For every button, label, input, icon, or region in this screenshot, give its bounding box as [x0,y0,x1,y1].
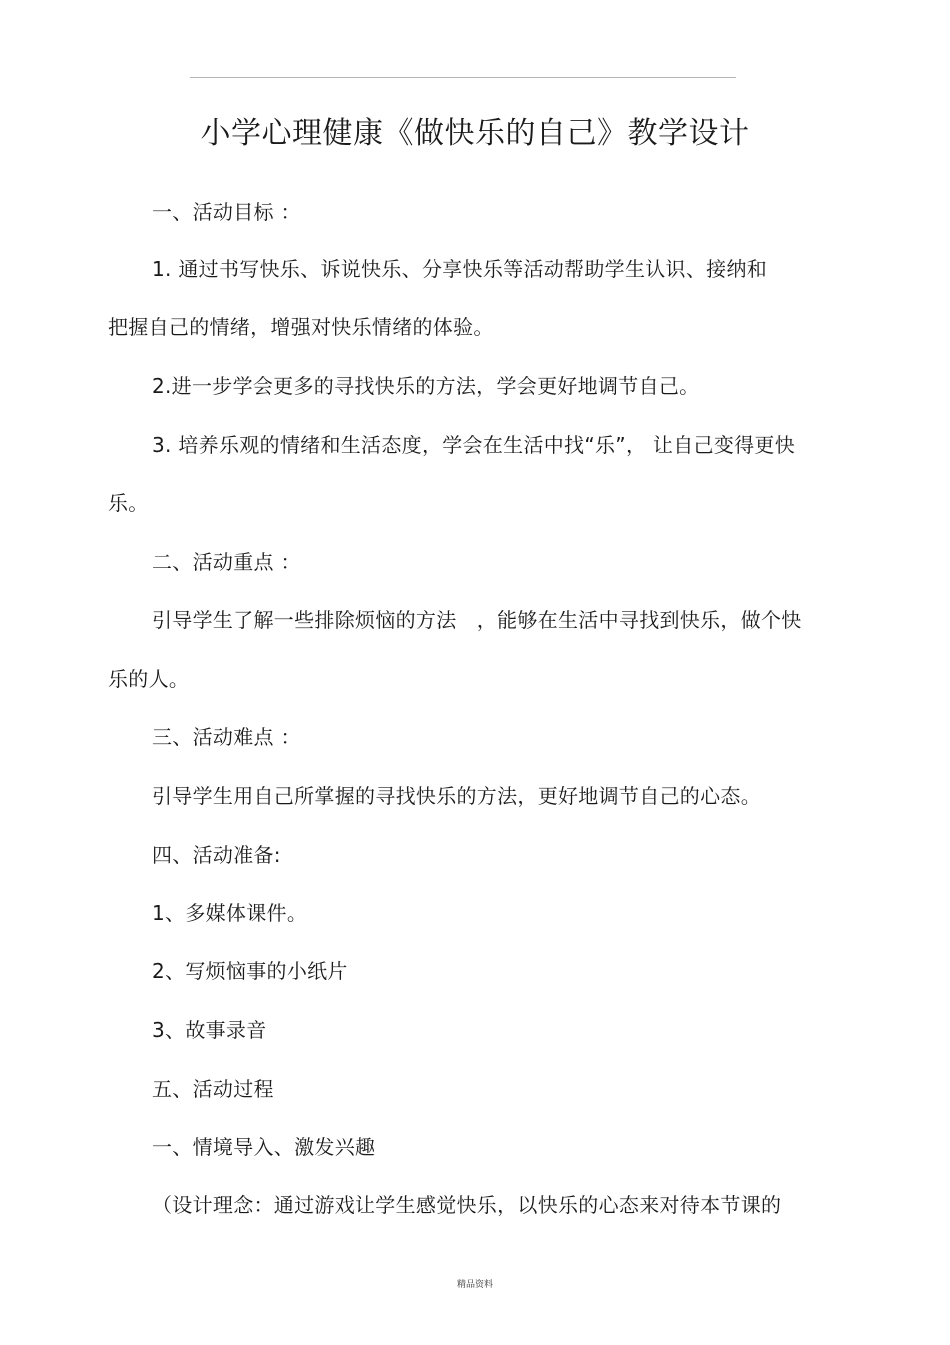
section-heading-focus: 二、活动重点 ： [152,550,301,574]
header-rule [190,77,736,78]
goal-3-line-1: 3. 培养乐观的情绪和生活态度，学会在生活中找“乐”， 让自己变得更快 [152,433,796,457]
focus-text-line-2: 乐的人。 [108,667,190,691]
difficulty-text: 引导学生用自己所掌握的寻找快乐的方法，更好地调节自己的心态。 [152,784,761,808]
page-footer: 精品资料 [456,1280,493,1290]
design-rationale-text: （设计理念：通过游戏让学生感觉快乐，以快乐的心态来对待本节课的 [152,1193,782,1217]
section-heading-preparation: 四、活动准备: [152,843,281,867]
goal-3-line-2: 乐。 [108,491,149,515]
goal-1-line-1: 1. 通过书写快乐、诉说快乐、分享快乐等活动帮助学生认识、接纳和 [152,257,768,281]
document-title: 小学心理健康《做快乐的自己》教学设计 [200,116,750,151]
section-heading-difficulty: 三、活动难点 ： [152,725,301,749]
preparation-item-2: 2、写烦恼事的小纸片 [152,959,348,983]
preparation-item-3: 3、故事录音 [152,1018,267,1042]
goal-1-line-2: 把握自己的情绪，增强对快乐情绪的体验。 [108,315,494,339]
preparation-item-1: 1、多媒体课件。 [152,901,308,925]
focus-text-line-1: 引导学生了解一些排除烦恼的方法 ，能够在生活中寻找到快乐，做个快 [152,608,802,632]
process-step-1-heading: 一、情境导入、激发兴趣 [152,1135,376,1159]
section-heading-goals: 一、活动目标 ： [152,200,301,224]
goal-2: 2.进一步学会更多的寻找快乐的方法，学会更好地调节自己。 [152,374,700,398]
section-heading-process: 五、活动过程 [152,1077,274,1101]
